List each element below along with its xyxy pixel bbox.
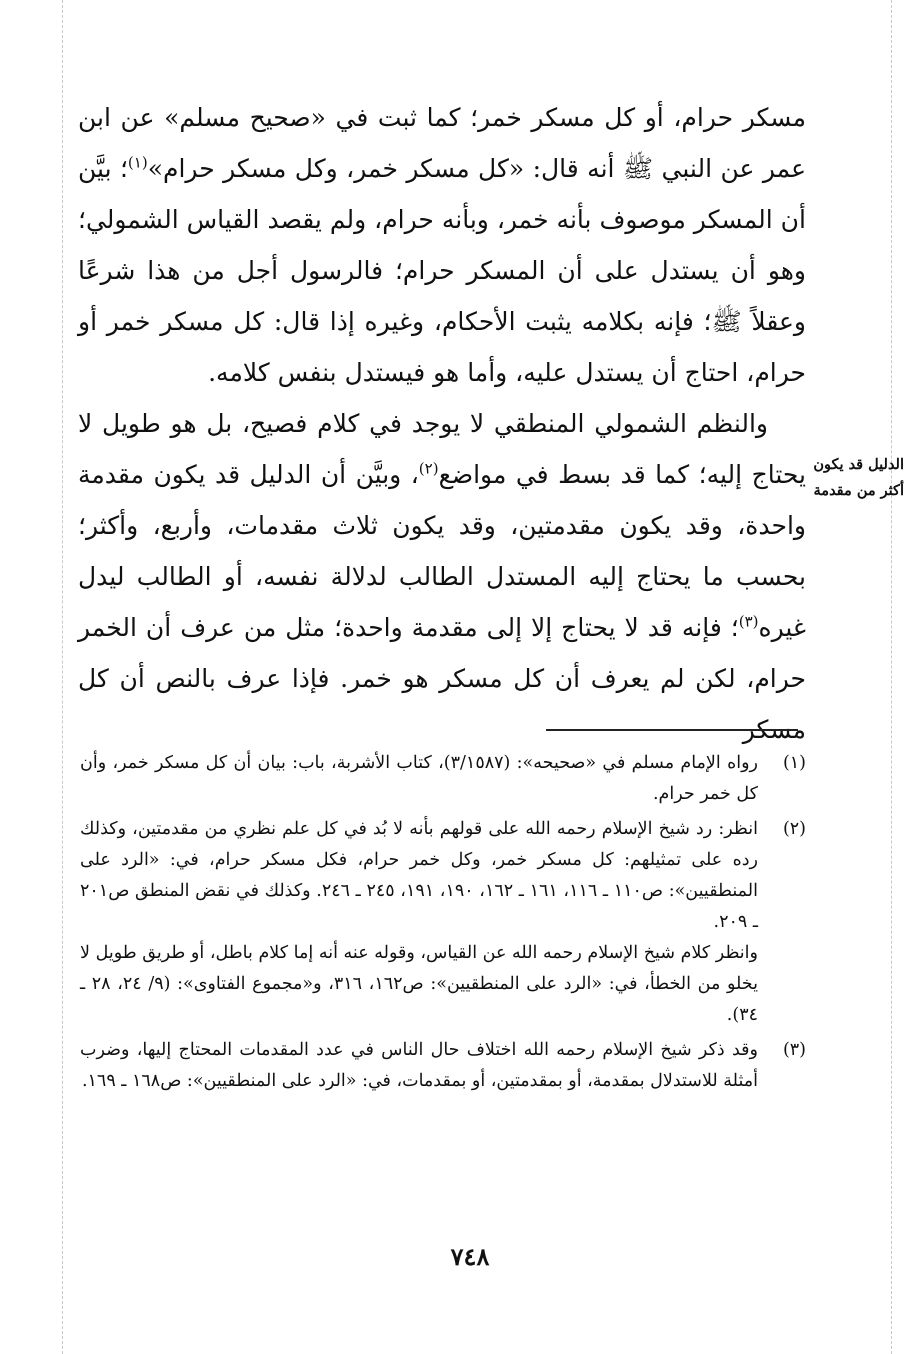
paragraph-2: [78, 398, 806, 755]
footnote-3-text: وقد ذكر شيخ الإسلام رحمه الله اختلاف حال الناس في عدد المقدمات المحتاج إليها، وضرب أمثلة للاستدلال بمقدمة، أو بمقدمتين، أو بمقدمات، في: «الرد على المنطقيين»: ص١٦٨ ـ ١٦٩.: [80, 1040, 758, 1091]
margin-note: [808, 452, 904, 504]
paragraph-2-part-a: والنظم الشمولي المنطقي لا يوجد في كلام فصيح، بل هو طويل لا يحتاج إليه؛ كما قد بسط في مواضع: [78, 409, 806, 489]
footnote-separator: [546, 729, 798, 731]
footnote-1: [80, 748, 806, 810]
footnote-3-number: (٣): [782, 1040, 806, 1060]
paragraph-1-text: مسكر حرام، أو كل مسكر خمر؛ كما ثبت في «صحيح مسلم» عن ابن عمر عن النبي ﷺ أنه قال: «كل مسكر خمر، وكل مسكر حرام»: [78, 103, 806, 183]
footnotes: [80, 748, 806, 1101]
margin-note-line-1: الدليل قد يكون: [813, 456, 904, 473]
footnote-2-text-b: وانظر كلام شيخ الإسلام رحمه الله عن القياس، وقوله عنه أنه إما كلام باطل، أو طريق طويل لا يخلو من الخطأ، في: «الرد على المنطقيين»: ص١٦٢، ٣١٦، و«مجموع الفتاوى»: (٩/ ٢٤، ٢٨ ـ ٣٤).: [80, 943, 758, 1025]
page-number: ٧٤٨: [450, 1242, 490, 1271]
footnote-ref-1: (١): [127, 153, 148, 172]
paragraph-2-part-b: ، وبيَّن أن الدليل قد يكون مقدمة واحدة، وقد يكون مقدمتين، وقد يكون ثلاث مقدمات، وأربع، وأكثر؛ بحسب ما يحتاج إليه المستدل الطالب لدلالة نفسه، أو الطالب ليدل غيره: [78, 460, 806, 642]
crop-guide-right: [891, 0, 892, 1354]
footnote-2-text-a: انظر: رد شيخ الإسلام رحمه الله على قولهم بأنه لا بُد في كل علم نظري من مقدمتين، وكذلك رده على تمثيلهم: كل مسكر خمر، وكل خمر حرام، فكل مسكر حرام، في: «الرد على المنطقيين»: ص١١٠ ـ ١١٦، ١٦١ ـ ١٦٢، ١٩٠، ١٩١، ٢٤٥ ـ ٢٤٦. وكذلك في نقض المنطق ص٢٠١ ـ ٢٠٩.: [80, 819, 758, 932]
footnote-ref-2: (٢): [418, 459, 439, 478]
paragraph-2-part-c: ؛ فإنه قد لا يحتاج إلا إلى مقدمة واحدة؛ مثل من عرف أن الخمر حرام، لكن لم يعرف أن كل مسكر هو خمر. فإذا عرف بالنص أن كل مسكر: [78, 613, 806, 744]
footnote-2: [80, 814, 806, 1031]
main-text: [78, 92, 806, 755]
footnote-2-number: (٢): [782, 819, 806, 839]
paragraph-1: [78, 92, 806, 398]
footnote-1-number: (١): [782, 753, 806, 773]
crop-guide-left: [62, 0, 63, 1354]
paragraph-1-rest: ؛ بيَّن أن المسكر موصوف بأنه خمر، وبأنه حرام، ولم يقصد القياس الشمولي؛ وهو أن يستدل على أن المسكر حرام؛ فالرسول أجل من هذا شرعًا وعقلاً ﷺ؛ فإنه بكلامه يثبت الأحكام، وغيره إذا قال: كل مسكر خمر أو حرام، احتاج أن يستدل عليه، وأما هو فيستدل بنفس كلامه.: [78, 154, 806, 387]
margin-note-line-2: أكثر من مقدمة: [813, 482, 904, 499]
footnote-1-text: رواه الإمام مسلم في «صحيحه»: (٣/١٥٨٧)، كتاب الأشربة، باب: بيان أن كل مسكر خمر، وأن كل خمر حرام.: [80, 753, 759, 804]
footnote-3: [80, 1035, 806, 1097]
footnote-ref-3: (٣): [738, 612, 759, 631]
